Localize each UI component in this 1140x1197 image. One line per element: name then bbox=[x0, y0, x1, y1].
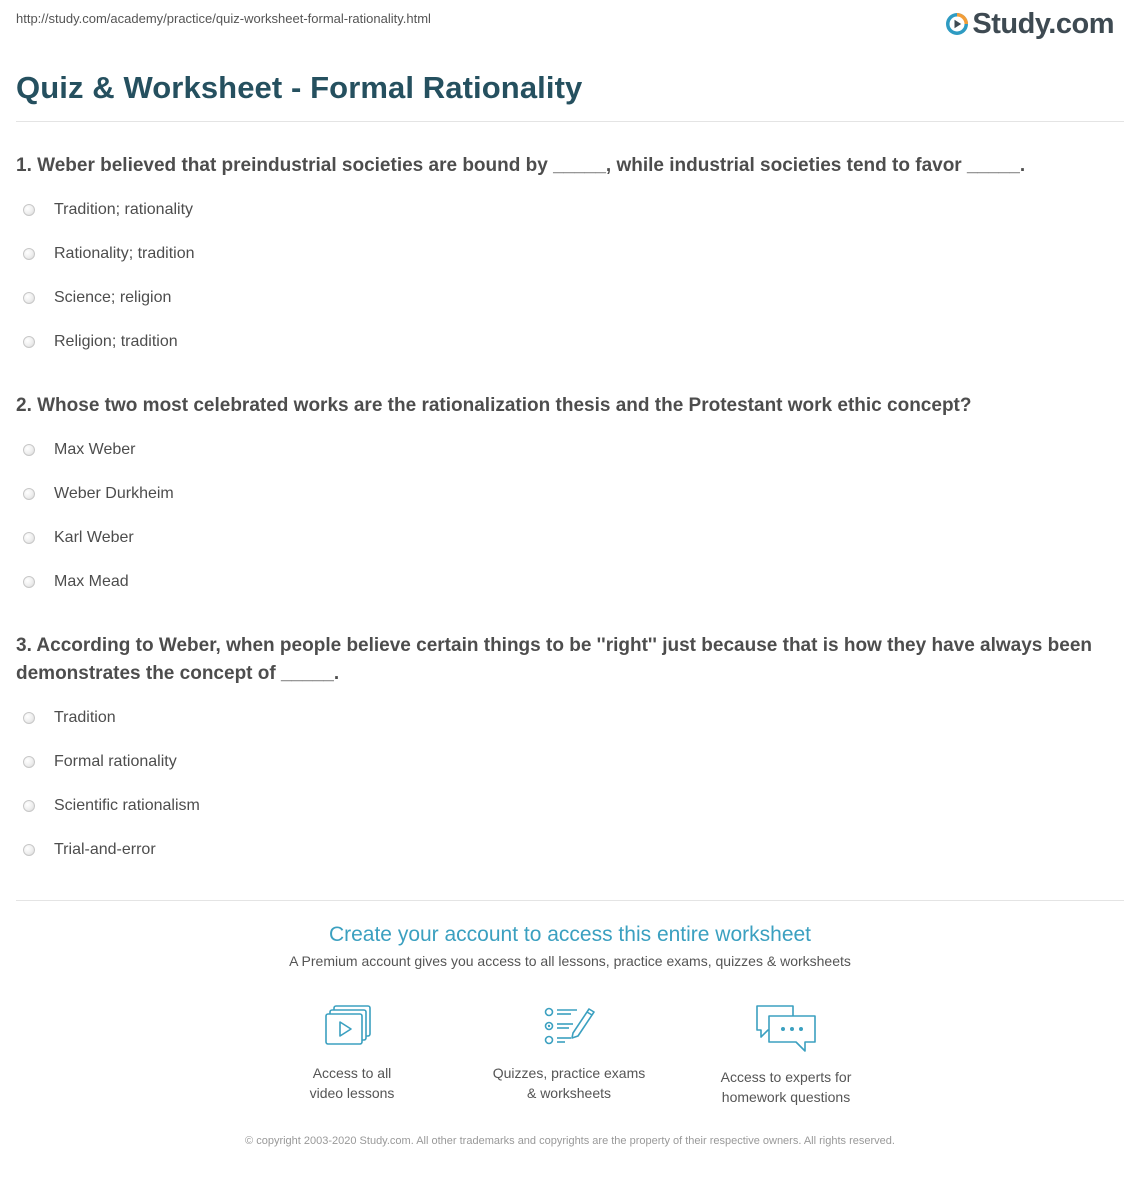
option-label: Rationality; tradition bbox=[54, 245, 195, 262]
option-label: Formal rationality bbox=[54, 753, 177, 770]
video-lessons-icon bbox=[324, 1003, 380, 1051]
quiz-list-icon bbox=[541, 1003, 597, 1051]
title-divider bbox=[16, 121, 1124, 122]
play-logo-icon bbox=[945, 12, 969, 36]
answer-option[interactable] bbox=[16, 784, 1128, 828]
radio-button[interactable] bbox=[23, 336, 35, 348]
option-label: Weber Durkheim bbox=[54, 485, 174, 502]
page-url: http://study.com/academy/practice/quiz-worksheet-formal-rationality.html bbox=[16, 11, 431, 26]
feature-label-line: Access to experts for bbox=[720, 1069, 852, 1085]
option-label: Tradition bbox=[54, 709, 116, 726]
answer-option[interactable] bbox=[16, 560, 1128, 604]
radio-button[interactable] bbox=[23, 204, 35, 216]
feature-video-lessons[interactable] bbox=[252, 1003, 452, 1103]
option-label: Max Weber bbox=[54, 441, 136, 458]
logo-text: Study.com bbox=[972, 7, 1114, 40]
feature-label-line: Access to all bbox=[312, 1065, 392, 1081]
option-label: Religion; tradition bbox=[54, 333, 178, 350]
question-text: 2. Whose two most celebrated works are the rationalization thesis and the Protestant work ethic concept? bbox=[16, 395, 972, 416]
cta-subtitle: A Premium account gives you access to all lessons, practice exams, quizzes & worksheets bbox=[289, 953, 851, 969]
account-cta bbox=[0, 923, 1140, 969]
question-1 bbox=[16, 152, 1128, 364]
option-label: Science; religion bbox=[54, 289, 172, 306]
page-title: Quiz & Worksheet - Formal Rationality bbox=[16, 70, 583, 105]
answer-option[interactable] bbox=[16, 516, 1128, 560]
radio-button[interactable] bbox=[23, 248, 35, 260]
answer-option[interactable] bbox=[16, 428, 1128, 472]
answer-option[interactable] bbox=[16, 188, 1128, 232]
cta-title[interactable]: Create your account to access this entire worksheet bbox=[328, 923, 812, 946]
study-logo[interactable] bbox=[945, 6, 1114, 42]
question-text: 1. Weber believed that preindustrial societies are bound by _____, while industrial societies tend to favor _____. bbox=[16, 155, 1026, 176]
feature-label-line: & worksheets bbox=[526, 1085, 612, 1101]
cta-divider bbox=[16, 900, 1124, 901]
answer-option[interactable] bbox=[16, 740, 1128, 784]
radio-button[interactable] bbox=[23, 756, 35, 768]
radio-button[interactable] bbox=[23, 576, 35, 588]
radio-button[interactable] bbox=[23, 800, 35, 812]
feature-experts[interactable] bbox=[686, 1003, 886, 1107]
copyright-text: © copyright 2003-2020 Study.com. All other trademarks and copyrights are the property of their respective owners. All rights reserved. bbox=[245, 1135, 895, 1147]
option-label: Scientific rationalism bbox=[54, 797, 200, 814]
radio-button[interactable] bbox=[23, 844, 35, 856]
option-label: Trial-and-error bbox=[54, 841, 156, 858]
answer-option[interactable] bbox=[16, 276, 1128, 320]
radio-button[interactable] bbox=[23, 292, 35, 304]
option-label: Karl Weber bbox=[54, 529, 134, 546]
feature-quizzes[interactable] bbox=[469, 1003, 669, 1103]
feature-label-line: Quizzes, practice exams bbox=[492, 1065, 646, 1081]
feature-label-line: video lessons bbox=[309, 1085, 395, 1101]
answer-option[interactable] bbox=[16, 232, 1128, 276]
feature-label-line: homework questions bbox=[721, 1089, 851, 1105]
option-label: Tradition; rationality bbox=[54, 201, 194, 218]
question-text: 3. According to Weber, when people believe certain things to be ''right'' just because that is how they have always been demonstrates the concept of _____. bbox=[16, 635, 1092, 684]
radio-button[interactable] bbox=[23, 444, 35, 456]
question-2 bbox=[16, 392, 1128, 604]
answer-options bbox=[16, 188, 1128, 364]
question-3 bbox=[16, 632, 1128, 872]
answer-option[interactable] bbox=[16, 320, 1128, 364]
option-label: Max Mead bbox=[54, 573, 129, 590]
answer-option[interactable] bbox=[16, 828, 1128, 872]
answer-options bbox=[16, 696, 1128, 872]
chat-bubbles-icon bbox=[753, 1003, 819, 1055]
radio-button[interactable] bbox=[23, 488, 35, 500]
answer-options bbox=[16, 428, 1128, 604]
copyright-footer bbox=[0, 1133, 1140, 1150]
answer-option[interactable] bbox=[16, 696, 1128, 740]
answer-option[interactable] bbox=[16, 472, 1128, 516]
radio-button[interactable] bbox=[23, 712, 35, 724]
radio-button[interactable] bbox=[23, 532, 35, 544]
